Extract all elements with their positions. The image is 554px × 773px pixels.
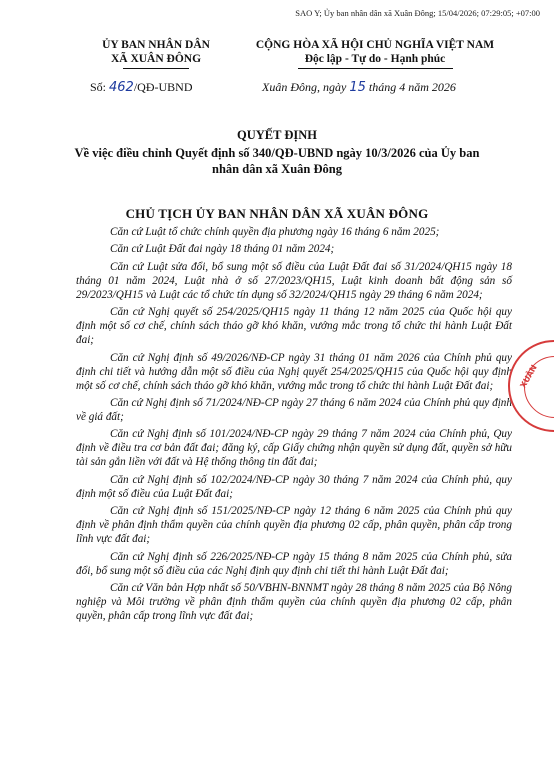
legal-basis-paragraph: Căn cứ Nghị định số 102/2024/NĐ-CP ngày 30 tháng 7 năm 2024 của Chính phủ, quy định một số điều của Luật Đất đai;	[76, 473, 512, 500]
legal-basis-body	[76, 225, 512, 626]
place-date-prefix: Xuân Đông, ngày	[262, 80, 347, 94]
document-number	[90, 80, 193, 95]
motto: Độc lập - Tự do - Hạnh phúc	[304, 53, 446, 65]
legal-basis-paragraph: Căn cứ Luật sửa đổi, bổ sung một số điều của Luật Đất đai số 31/2024/QH15 ngày 18 tháng 01 năm 2024, Luật nhà ở số 27/2023/QH15, Luật kinh doanh bất động sản số 29/2023/QH15 và Luật các tổ chức tín dụng số 32/2024/QH15 ngày 29 tháng 6 năm 2024;	[76, 260, 512, 301]
document-subtitle: Về việc điều chỉnh Quyết định số 340/QĐ-UBND ngày 10/3/2026 của Ủy ban nhân dân xã Xuân Đông	[74, 146, 480, 176]
doc-number-suffix: /QĐ-UBND	[133, 80, 193, 94]
seal-text: XUÂN	[518, 363, 539, 390]
legal-basis-paragraph: Căn cứ Nghị định số 226/2025/NĐ-CP ngày 15 tháng 8 năm 2025 của Chính phủ, sửa đổi, bổ sung một số điều của các Nghị định quy định chi tiết thi hành Luật Đất đai;	[76, 550, 512, 577]
doc-number-prefix: Số:	[90, 80, 107, 94]
legal-basis-paragraph: Căn cứ Văn bản Hợp nhất số 50/VBHN-BNNMT ngày 28 tháng 8 năm 2025 của Bộ Nông nghiệp và Môi trường về phân định thẩm quyền của chính quyền địa phương 02 cấp, phân quyền, phân cấp trong lĩnh vực đất đai;	[76, 581, 512, 622]
day-handwritten: 15	[349, 80, 366, 95]
legal-basis-paragraph: Căn cứ Nghị định số 101/2024/NĐ-CP ngày 29 tháng 7 năm 2024 của Chính phủ, Quy định về điều tra cơ bản đất đai; đăng ký, cấp Giấy chứng nhận quyền sử dụng đất, quyền sở hữu tài sản gắn liền với đất và Hệ thống thông tin đất đai;	[76, 428, 512, 469]
doc-number-handwritten: 462	[109, 80, 134, 95]
national-motto	[240, 38, 510, 69]
legal-basis-paragraph: Căn cứ Luật Đất đai ngày 18 tháng 01 năm 2024;	[110, 243, 335, 256]
authority-underline	[123, 68, 189, 69]
legal-basis-paragraph: Căn cứ Nghị định số 71/2024/NĐ-CP ngày 27 tháng 6 năm 2024 của Chính phủ quy định về giá đất;	[76, 396, 512, 423]
legal-basis-paragraph: Căn cứ Nghị định số 49/2026/NĐ-CP ngày 31 tháng 01 năm 2026 của Chính phủ quy định chi tiết và hướng dẫn một số điều của Nghị quyết 254/2025/QH15 của Quốc hội quy định một số cơ chế, chính sách tháo gỡ khó khăn, vướng mắc trong tổ chức thi hành Luật Đất đai;	[76, 351, 512, 392]
authority-line-1: ỦY BAN NHÂN DÂN	[102, 39, 210, 51]
country-name: CỘNG HÒA XÃ HỘI CHỦ NGHĨA VIỆT NAM	[255, 39, 495, 51]
authority-line-2: XÃ XUÂN ĐÔNG	[110, 53, 202, 65]
official-seal	[508, 340, 554, 432]
document-title: QUYẾT ĐỊNH	[237, 128, 317, 142]
digital-copy-stamp: SAO Y; Ủy ban nhân dân xã Xuân Đông; 15/04/2026; 07:29:05; +07:00	[295, 8, 540, 18]
legal-basis-paragraph: Căn cứ Nghị định số 151/2025/NĐ-CP ngày 12 tháng 6 năm 2025 của Chính phủ quy định về phân định thẩm quyền của chính quyền địa phương 02 cấp, phân quyền, phân cấp trong lĩnh vực đất đai;	[76, 505, 512, 546]
motto-underline	[298, 68, 453, 69]
legal-basis-paragraph: Căn cứ Luật tổ chức chính quyền địa phương ngày 16 tháng 6 năm 2025;	[110, 226, 440, 238]
legal-basis-paragraph: Căn cứ Nghị quyết số 254/2025/QH15 ngày 11 tháng 12 năm 2025 của Quốc hội quy định một số cơ chế, chính sách tháo gỡ khó khăn, vướng mắc trong tổ chức thi hành Luật Đất đai;	[76, 306, 512, 347]
place-date-suffix: tháng 4 năm 2026	[368, 80, 456, 94]
place-date	[262, 80, 456, 95]
chairman-heading: CHỦ TỊCH ỦY BAN NHÂN DÂN XÃ XUÂN ĐÔNG	[125, 206, 429, 221]
issuing-authority	[86, 38, 226, 69]
